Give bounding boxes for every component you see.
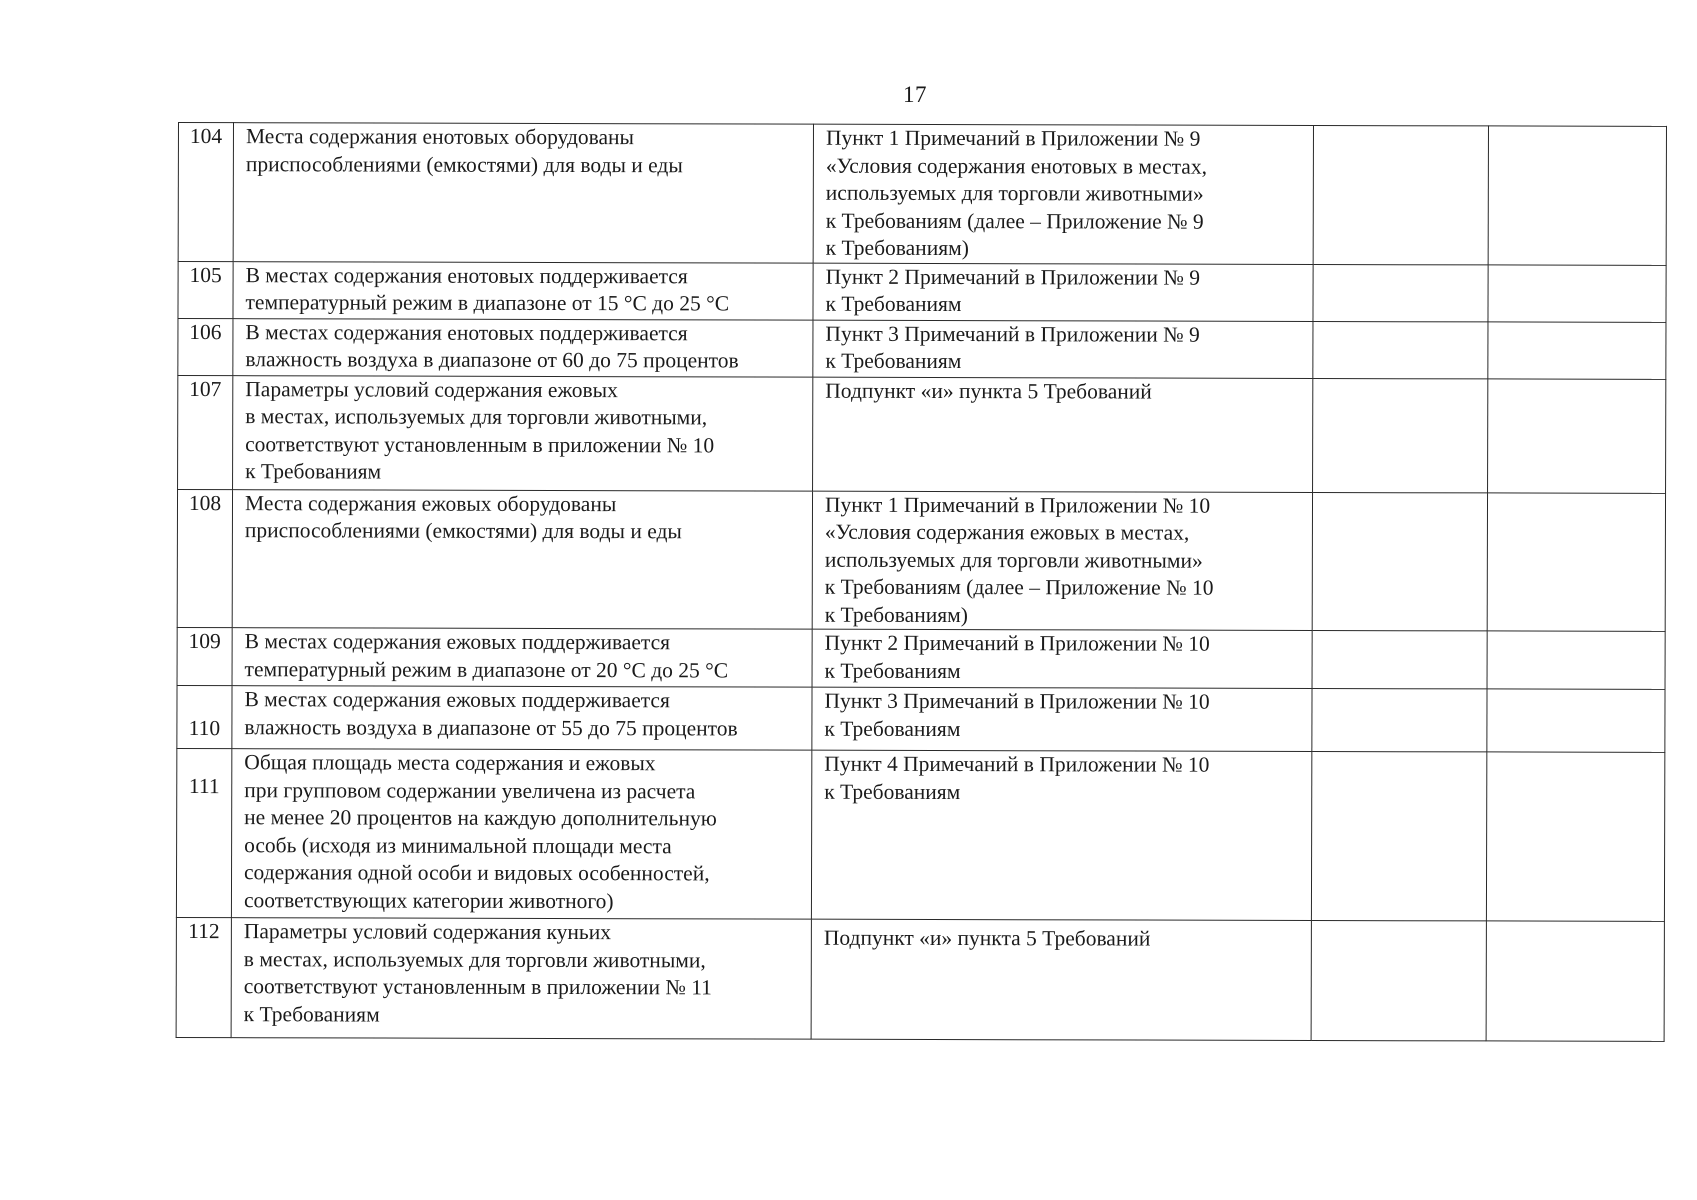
table-row	[177, 489, 1665, 631]
note-cell	[1488, 126, 1666, 265]
note-cell	[1487, 689, 1665, 752]
requirement-text: Общая площадь места содержания и ежовых при групповом содержании увеличена из расчета не менее 20 процентов на каждую дополнительную особь (исходя из минимальной площади места содержания одной особи и видовых особенностей, соответствующих категории животного)	[231, 749, 811, 920]
row-number: 106	[178, 318, 233, 375]
table-row	[178, 375, 1666, 493]
note-cell	[1488, 378, 1666, 492]
answer-cell	[1313, 264, 1488, 321]
note-cell	[1486, 752, 1664, 921]
legal-reference: Пункт 4 Примечаний в Приложении № 10 к Требованиям	[811, 750, 1311, 920]
answer-cell	[1311, 920, 1486, 1040]
page-number: 17	[903, 82, 927, 107]
requirement-text: В местах содержания енотовых поддерживается влажность воздуха в диапазоне от 60 до 75 процентов	[233, 318, 813, 377]
requirements-table	[176, 122, 1667, 1042]
legal-reference: Подпункт «и» пункта 5 Требований	[811, 919, 1311, 1040]
note-cell	[1487, 492, 1665, 631]
table-row	[178, 318, 1666, 379]
legal-reference: Подпункт «и» пункта 5 Требований	[813, 377, 1313, 492]
table-row	[178, 123, 1666, 265]
note-cell	[1488, 321, 1666, 378]
row-number: 104	[178, 123, 233, 262]
legal-reference: Пункт 2 Примечаний в Приложении № 10 к Требованиям	[812, 629, 1312, 688]
note-cell	[1486, 921, 1664, 1041]
requirement-text: В местах содержания ежовых поддерживается влажность воздуха в диапазоне от 55 до 75 процентов	[232, 686, 812, 751]
answer-cell	[1311, 751, 1486, 920]
note-cell	[1487, 631, 1665, 689]
row-number: 109	[177, 627, 232, 685]
answer-cell	[1313, 321, 1488, 378]
answer-cell	[1312, 688, 1487, 751]
answer-cell	[1313, 378, 1488, 492]
table-row	[176, 917, 1664, 1041]
row-number: 110	[177, 685, 232, 748]
row-number: 105	[178, 261, 233, 318]
answer-cell	[1313, 125, 1488, 264]
note-cell	[1488, 264, 1666, 321]
table-row	[176, 748, 1664, 921]
legal-reference: Пункт 3 Примечаний в Приложении № 10 к Требованиям	[812, 687, 1312, 751]
requirement-text: Места содержания енотовых оборудованы приспособлениями (емкостями) для воды и еды	[233, 123, 813, 263]
requirement-text: Параметры условий содержания ежовых в местах, используемых для торговли животными, соответствуют установленным в приложении № 10 к Требованиям	[233, 375, 813, 491]
table-row	[177, 627, 1665, 689]
legal-reference: Пункт 3 Примечаний в Приложении № 9 к Требованиям	[813, 320, 1313, 378]
row-number: 112	[176, 917, 231, 1037]
table-row	[178, 261, 1666, 322]
legal-reference: Пункт 2 Примечаний в Приложении № 9 к Требованиям	[813, 263, 1313, 321]
requirement-text: В местах содержания енотовых поддерживается температурный режим в диапазоне от 15 °С до 25 °С	[233, 261, 813, 320]
requirement-text: Параметры условий содержания куньих в местах, используемых для торговли животными, соответствуют установленным в приложении № 11 к Требованиям	[231, 918, 811, 1040]
answer-cell	[1312, 492, 1487, 631]
legal-reference: Пункт 1 Примечаний в Приложении № 10 «Условия содержания ежовых в местах, используемых для торговли животными» к Требованиям (далее – Приложение № 10 к Требованиям)	[812, 491, 1312, 631]
requirement-text: В местах содержания ежовых поддерживается температурный режим в диапазоне от 20 °С до 25 °С	[232, 628, 812, 688]
requirement-text: Места содержания ежовых оборудованы приспособлениями (емкостями) для воды и еды	[232, 489, 812, 629]
table-row	[177, 685, 1665, 752]
legal-reference: Пункт 1 Примечаний в Приложении № 9 «Условия содержания енотовых в местах, используемых для торговли животными» к Требованиям (далее – Приложение № 9 к Требованиям)	[813, 124, 1313, 264]
row-number: 111	[176, 748, 231, 917]
answer-cell	[1312, 630, 1487, 688]
row-number: 107	[178, 375, 233, 489]
row-number: 108	[177, 489, 232, 628]
